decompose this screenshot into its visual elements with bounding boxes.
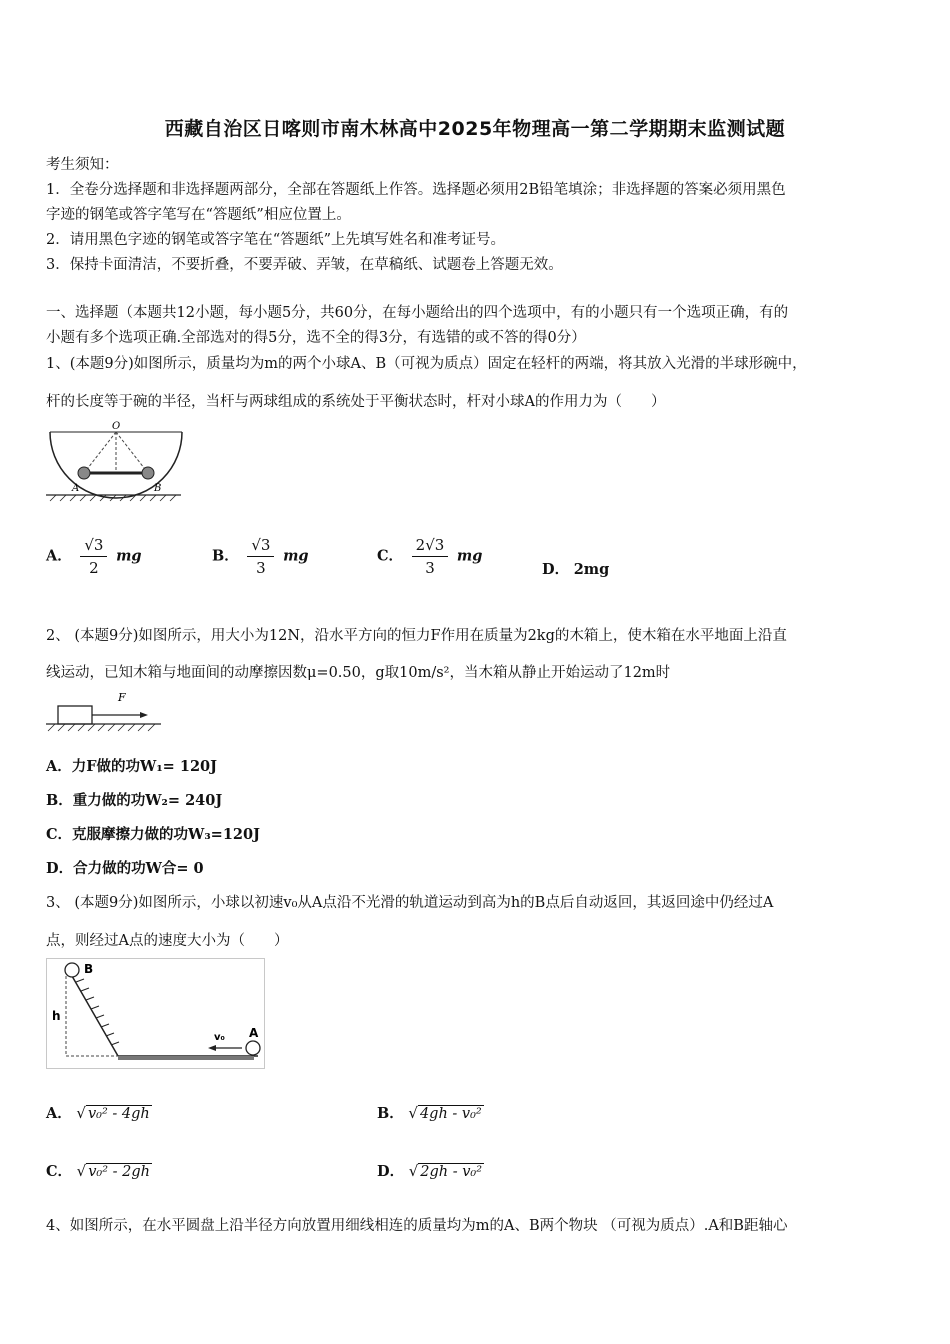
velocity-arrow-head — [208, 1045, 216, 1051]
bowl-arc — [50, 432, 182, 498]
floor-hatch — [118, 1056, 254, 1060]
figure-frame — [47, 959, 265, 1069]
section-heading: 一、选择题（本题共12小题，每小题5分，共60分，在每小题给出的四个选项中，有的小题只有一个选项正确，有的 — [46, 305, 789, 321]
ground-hatch — [50, 495, 176, 501]
q2-option-a[interactable]: A．力F做的功W₁= 120J — [46, 758, 218, 775]
q3-option-b[interactable]: B． √ 4gh - v₀² — [377, 1104, 482, 1122]
label-b: B — [154, 483, 162, 494]
q2-option-d[interactable]: D．合力做的功W合= 0 — [46, 860, 204, 877]
incline — [72, 976, 118, 1056]
q1-bowl-figure — [46, 418, 186, 504]
notice-item-3: 3．保持卡面清洁，不要折叠，不要弄破、弄皱，在草稿纸、试题卷上答题无效。 — [46, 257, 563, 273]
ball-at-b — [65, 963, 79, 977]
label-h: h — [52, 1009, 61, 1023]
notice-item-1-cont: 字迹的钢笔或答字笔写在“答题纸”相应位置上。 — [46, 207, 351, 223]
label-a: A — [72, 483, 80, 494]
q1-stem: 1、(本题9分)如图所示，质量均为m的两个小球A、B（可视为质点）固定在轻杆的两端，将其放入光滑的半球形碗中， — [46, 356, 807, 372]
q1-option-c[interactable]: C． $\frac{2√3}{3}$ mg — [377, 536, 483, 577]
q3-option-c[interactable]: C． √ v₀² - 2gh — [46, 1162, 150, 1180]
label-b: B — [84, 962, 94, 976]
ball-b — [142, 467, 154, 479]
q3-stem-cont: 点，则经过A点的速度大小为（ ） — [46, 933, 289, 949]
arrow-head — [140, 712, 148, 718]
q3-option-a[interactable]: A． √ v₀² - 4gh — [46, 1104, 150, 1122]
q1-option-d[interactable]: D． 2mg — [542, 561, 610, 578]
q2-option-c[interactable]: C．克服摩擦力做的功W₃=120J — [46, 826, 260, 843]
label-v0: v₀ — [214, 1032, 225, 1043]
incline-hatch — [76, 979, 119, 1045]
notice-heading: 考生须知： — [46, 157, 119, 173]
q3-option-d[interactable]: D． √ 2gh - v₀² — [377, 1162, 483, 1180]
q1-option-a[interactable]: A． $\frac{√3}{2}$ mg — [46, 536, 142, 577]
q3-stem: 3、 (本题9分)如图所示，小球以初速v₀从A点沿不光滑的轨道运动到高为h的B点后自动返回，其返回途中仍经过A — [46, 895, 774, 911]
label-a: A — [249, 1026, 259, 1040]
label-f: F — [118, 691, 126, 704]
ground-hatch — [48, 724, 155, 731]
ball-at-a — [246, 1041, 260, 1055]
section-heading-cont: 小题有多个选项正确.全部选对的得5分，选不全的得3分，有选错的或不答的得0分） — [46, 330, 586, 346]
q2-stem: 2、 (本题9分)如图所示，用大小为12N，沿水平方向的恒力F作用在质量为2kg的木箱上，使木箱在水平地面上沿直 — [46, 628, 787, 644]
page-title: 西藏自治区日喀则市南木林高中2025年物理高一第二学期期末监测试题 — [164, 118, 786, 140]
q2-stem-cont: 线运动，已知木箱与地面间的动摩擦因数μ=0.50，g取10m/s²，当木箱从静止开始运动了12m时 — [46, 665, 671, 681]
q2-option-b[interactable]: B．重力做的功W₂= 240J — [46, 792, 223, 809]
q2-box-figure — [46, 688, 166, 734]
wooden-box — [58, 706, 92, 724]
label-o: O — [112, 421, 121, 432]
q1-stem-cont: 杆的长度等于碗的半径，当杆与两球组成的系统处于平衡状态时，杆对小球A的作用力为（ ） — [46, 394, 666, 410]
radius-dash-a — [84, 432, 116, 473]
ball-a — [78, 467, 90, 479]
notice-item-2: 2．请用黑色字迹的钢笔或答字笔在“答题纸”上先填写姓名和准考证号。 — [46, 232, 506, 248]
radius-dash-b — [116, 432, 148, 473]
notice-item-1: 1．全卷分选择题和非选择题两部分，全部在答题纸上作答。选择题必须用2B铅笔填涂；非选择题的答案必须用黑色 — [46, 182, 786, 198]
q3-track-figure — [46, 958, 266, 1070]
q4-stem: 4、如图所示，在水平圆盘上沿半径方向放置用细线相连的质量均为m的A、B两个物块 （可视为质点）.A和B距轴心 — [46, 1218, 788, 1234]
q1-option-b[interactable]: B． $\frac{√3}{3}$ mg — [212, 536, 309, 577]
